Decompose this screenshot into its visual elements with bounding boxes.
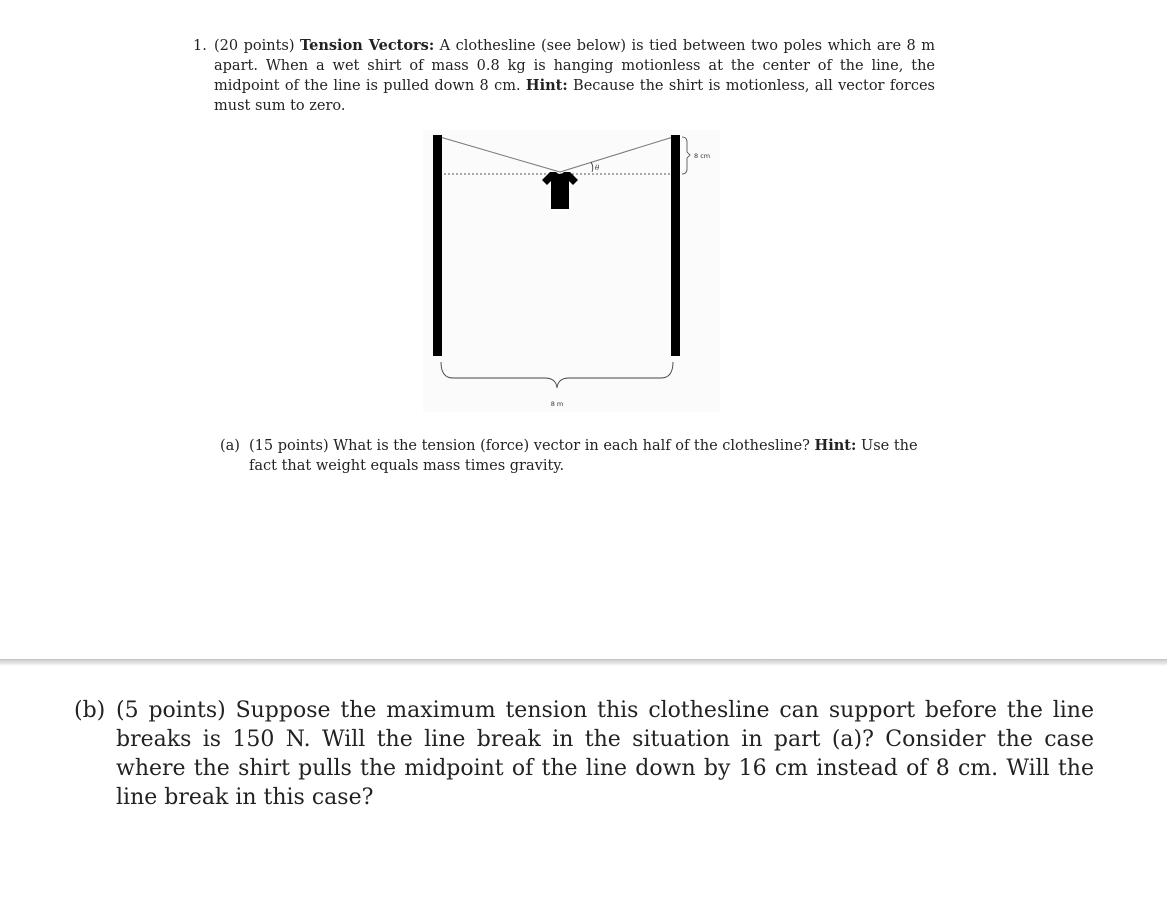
clothesline-left-half <box>440 137 560 172</box>
span-label: 8 m <box>550 400 564 408</box>
part-b-text: (5 points) Suppose the maximum tension this clothesline can support before the line breaks is 150 N. Will the line break in the situation in part (a)? Consider the case where the shirt pulls the midpoint of the line down by 16 cm instead of 8 cm. Will the line break in this case? <box>116 698 1094 810</box>
left-pole <box>433 135 442 356</box>
clothesline-right-half <box>560 137 673 172</box>
sag-bracket <box>682 137 690 174</box>
problem-heading: Tension Vectors: <box>300 37 435 54</box>
part-b-label: (b) <box>74 698 106 723</box>
angle-arc <box>591 162 593 172</box>
clothesline-figure <box>423 130 720 412</box>
problem-text: A clothesline (see below) is tied between two poles which are 8 m apart. When a wet shirt of mass 0.8 kg is hanging motionless at the center of the line, the midpoint of the line is pulled down 8 cm. <box>214 38 935 94</box>
problem-1 <box>193 36 935 116</box>
part-a-text: (15 points) What is the tension (force) vector in each half of the clothesline? <box>249 438 815 454</box>
problem-number: 1. <box>193 38 207 54</box>
clothesline-diagram <box>423 130 720 412</box>
problem-hint-label: Hint: <box>525 77 568 94</box>
part-a-hint-label: Hint: <box>814 437 857 454</box>
part-b <box>74 696 1094 812</box>
right-pole <box>671 135 680 356</box>
angle-label: θ <box>595 164 600 172</box>
part-a <box>220 436 930 476</box>
problem-hint-text: Because the shirt is motionless, all vector forces must sum to zero. <box>214 78 936 114</box>
problem-statement <box>193 36 935 116</box>
problem-points: (20 points) <box>214 38 295 54</box>
part-a-statement <box>220 436 930 476</box>
span-brace <box>441 362 673 388</box>
sag-label: 8 cm <box>694 152 711 160</box>
part-a-label: (a) <box>220 438 240 454</box>
shirt-icon <box>542 172 578 209</box>
part-a-hint-text: Use the fact that weight equals mass times gravity. <box>249 438 918 474</box>
page-divider <box>0 659 1167 666</box>
